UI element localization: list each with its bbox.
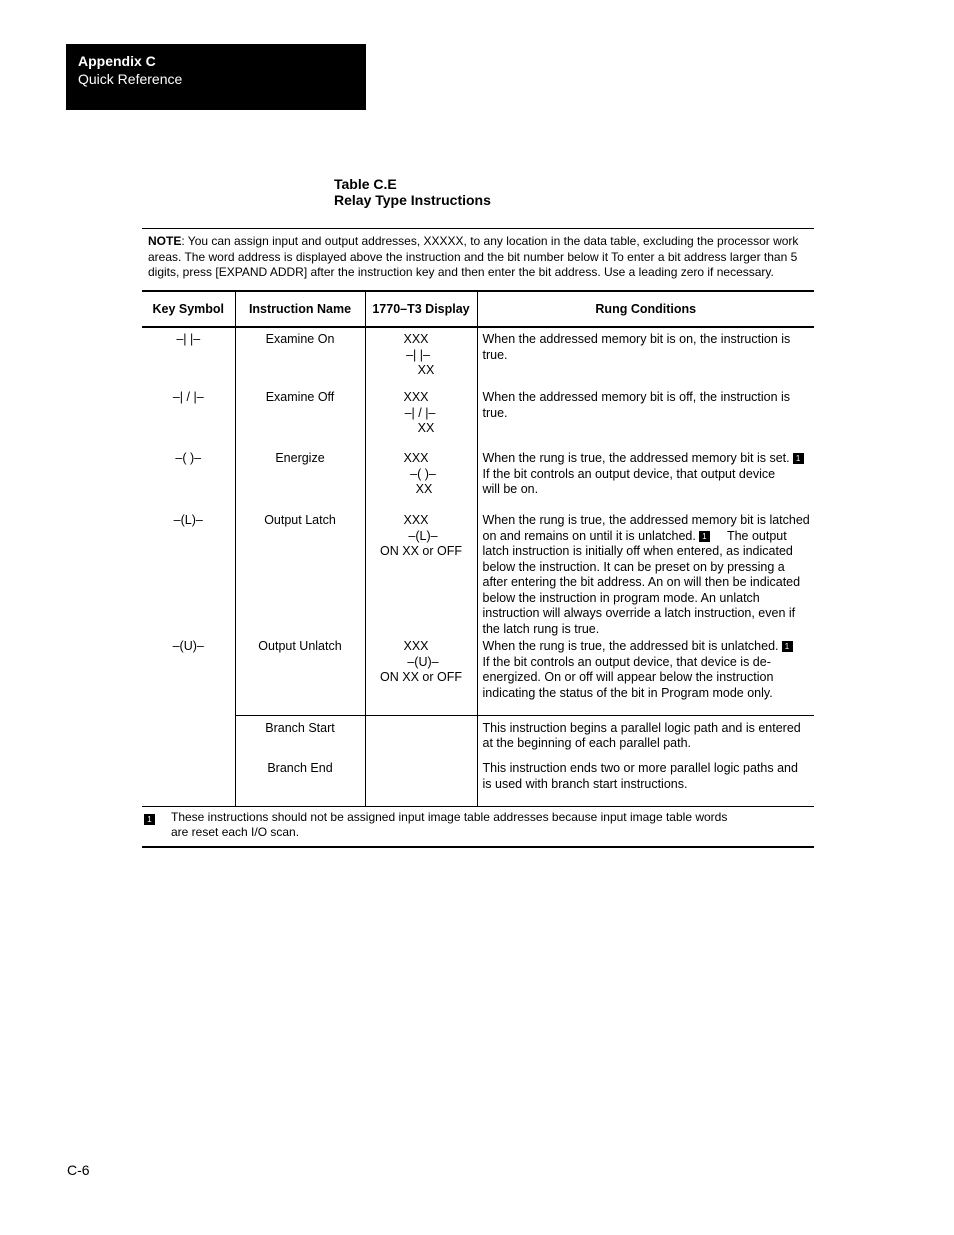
- table-note: [142, 228, 814, 290]
- rung-condition-line: When the rung is true, the addressed memory bit is set.: [482, 451, 790, 465]
- display-cell: [365, 450, 477, 512]
- display-address: XXX: [403, 332, 429, 346]
- col-key-symbol: Key Symbol: [142, 291, 235, 327]
- instruction-name: Branch End: [235, 760, 365, 806]
- col-display: 1770–T3 Display: [365, 291, 477, 327]
- instruction-name: Examine On: [235, 327, 365, 389]
- display-symbol: –( )–: [410, 466, 436, 481]
- table-row: [142, 760, 814, 806]
- key-symbol: –(U)–: [172, 639, 204, 653]
- rung-condition-line: will be on.: [482, 482, 539, 496]
- display-symbol: –| / |–: [404, 405, 436, 420]
- instruction-name: Energize: [235, 450, 365, 512]
- rung-condition: When the addressed memory bit is on, the instruction is true.: [477, 327, 814, 389]
- instruction-name: Output Latch: [235, 512, 365, 638]
- instruction-name: Branch Start: [235, 715, 365, 760]
- table-row: [142, 638, 814, 715]
- display-address: XXX: [403, 451, 429, 465]
- footnote-marker: 1: [699, 531, 710, 542]
- display-cell: [365, 389, 477, 450]
- rung-condition-line: The output latch instruction is initially off when entered, as indicated below the instruction. It can be preset on by pressing a after entering the bit address. An on will then be indicated below the instruction in program mode. An unlatch instruction will always override a latch instruction, even if the latch rung is true.: [482, 528, 801, 636]
- table-row: [142, 450, 814, 512]
- display-cell: [365, 327, 477, 389]
- relay-table: [142, 228, 814, 848]
- table-number: Table C.E: [334, 176, 397, 192]
- page-number: C-6: [67, 1162, 90, 1178]
- display-bit: ON XX or OFF: [380, 670, 462, 684]
- rung-condition-line: If the bit controls an output device, that device is de-energized. On or off will appear below the instruction indicating the status of the bit in Program mode only.: [482, 654, 774, 700]
- appendix-subtitle: Quick Reference: [78, 71, 183, 87]
- display-cell: [365, 715, 477, 760]
- rung-condition: [477, 638, 814, 715]
- footnote-line: are reset each I/O scan.: [171, 825, 300, 839]
- display-symbol: –(U)–: [407, 654, 439, 669]
- col-instruction-name: Instruction Name: [235, 291, 365, 327]
- display-cell: [365, 760, 477, 806]
- rung-condition-line: When the rung is true, the addressed bit is unlatched.: [482, 639, 779, 653]
- rung-condition: [477, 512, 814, 638]
- display-symbol: –| |–: [406, 347, 430, 362]
- footnote-line: These instructions should not be assigned input image table addresses because input image table words: [171, 810, 728, 824]
- display-bit: XX: [417, 421, 435, 435]
- header-box: [66, 44, 366, 110]
- note-label: NOTE: [148, 234, 182, 248]
- key-symbol: –| / |–: [172, 390, 204, 404]
- col-rung-conditions: Rung Conditions: [477, 291, 814, 327]
- display-cell: [365, 512, 477, 638]
- footnote-marker: 1: [144, 814, 155, 825]
- appendix-title: Appendix C: [78, 53, 156, 69]
- table-title: Relay Type Instructions: [334, 192, 491, 208]
- table-header-row: [142, 291, 814, 327]
- display-cell: [365, 638, 477, 715]
- footnote-marker: 1: [782, 641, 793, 652]
- rung-condition-line: If the bit controls an output device, that output device: [482, 466, 776, 481]
- table-row: [142, 512, 814, 638]
- key-symbol: –(L)–: [173, 513, 203, 527]
- table-caption: [334, 176, 491, 208]
- display-symbol: –(L)–: [408, 528, 438, 543]
- key-symbol: [142, 715, 235, 760]
- footnote-text: [171, 810, 727, 840]
- table-row: [142, 389, 814, 450]
- rung-condition: [477, 450, 814, 512]
- table-row: [142, 327, 814, 389]
- rung-condition-line: When the rung is true, the addressed memory bit is latched on and remains on until it is unlatched.: [482, 513, 810, 543]
- display-bit: ON XX or OFF: [380, 544, 462, 558]
- instruction-name: Examine Off: [235, 389, 365, 450]
- footnote-marker: 1: [793, 453, 804, 464]
- rung-condition: When the addressed memory bit is off, the instruction is true.: [477, 389, 814, 450]
- key-symbol: –( )–: [175, 451, 202, 465]
- note-text: : You can assign input and output addresses, XXXXX, to any location in the data table, excluding the processor work areas. The word address is displayed above the instruction and the bit number below it To enter a bit address larger than 5 digits, press [EXPAND ADDR] after the instruction key and then enter the bit address. Use a leading zero if necessary.: [148, 234, 799, 279]
- display-bit: XX: [415, 482, 433, 496]
- display-bit: XX: [417, 363, 435, 377]
- display-address: XXX: [403, 513, 429, 527]
- instruction-table: [142, 290, 814, 806]
- rung-condition: This instruction ends two or more parallel logic paths and is used with branch start instructions.: [477, 760, 814, 806]
- display-address: XXX: [403, 639, 429, 653]
- table-footnote: [142, 806, 814, 848]
- rung-condition: This instruction begins a parallel logic path and is entered at the beginning of each parallel path.: [477, 715, 814, 760]
- table-row: [142, 715, 814, 760]
- instruction-name: Output Unlatch: [235, 638, 365, 715]
- key-symbol: [142, 760, 235, 806]
- display-address: XXX: [403, 390, 429, 404]
- key-symbol: –| |–: [176, 332, 201, 346]
